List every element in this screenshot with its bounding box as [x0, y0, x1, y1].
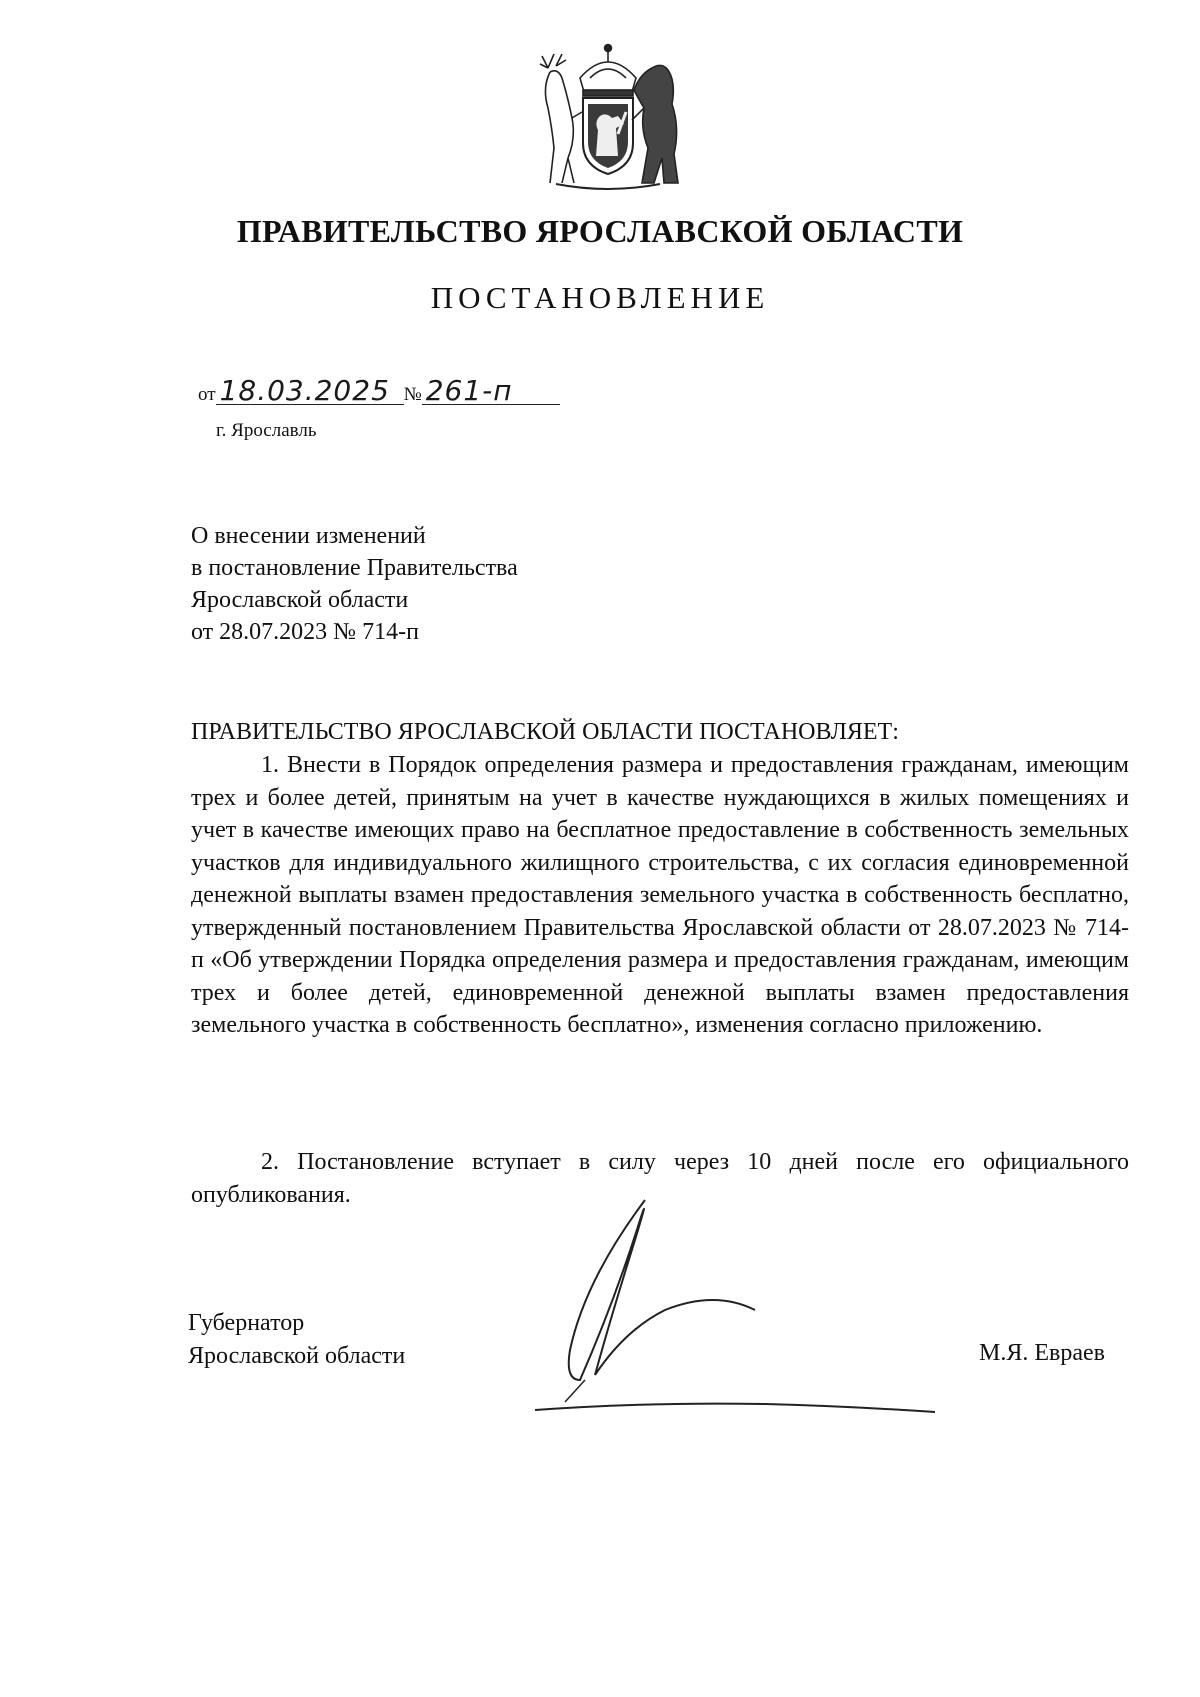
bear-supporter-icon — [632, 65, 678, 183]
date-value: 18.03.2025 — [216, 378, 404, 405]
date-prefix: от — [198, 384, 216, 405]
yaroslavl-coat-of-arms-icon — [528, 38, 688, 193]
city: г. Ярославль — [216, 420, 317, 441]
subject-line: в постановление Правительства — [191, 555, 518, 581]
document-type: ПОСТАНОВЛЕНИЕ — [430, 280, 770, 315]
paragraph-1: 1. Внести в Порядок определения размера и предоставления гражданам, имеющим трех и более детей, принятым на учет в качестве нуждающихся в жилых помещениях и учет в качестве имеющих право на бесплатное предоставление в собственность земельных участков для индивидуального жилищного строительства, с их согласия единовременной денежной выплаты взамен предоставления земельного участка в собственность бесплатно, утвержденный постановлением Правительства Ярославской области от 28.07.2023 № 714-п «Об утверждении Порядка определения размера и предоставления гражданам, имеющим трех и более детей, единовременной денежной выплаты взамен предоставления земельного участка в собственность бесплатно», изменения согласно приложению. — [191, 752, 1129, 1038]
subject-line: Ярославской области — [191, 587, 409, 613]
signatory-name: М.Я. Евраев — [979, 1340, 1105, 1366]
number-value: 261-п — [422, 378, 560, 405]
crown-icon — [580, 45, 636, 97]
subject-line: О внесении изменений — [191, 523, 426, 549]
position-line: Губернатор — [188, 1310, 305, 1336]
subject-line: от 28.07.2023 № 714-п — [191, 619, 419, 645]
handwritten-signature-icon — [525, 1180, 945, 1420]
signatory-position — [188, 1307, 405, 1373]
decree-heading: ПРАВИТЕЛЬСТВО ЯРОСЛАВСКОЙ ОБЛАСТИ ПОСТАНОВЛЯЕТ: — [191, 719, 899, 745]
position-line: Ярославской области — [188, 1343, 406, 1369]
registration-line — [198, 374, 560, 407]
government-title: ПРАВИТЕЛЬСТВО ЯРОСЛАВСКОЙ ОБЛАСТИ — [236, 213, 964, 249]
number-prefix: № — [403, 384, 422, 405]
subject-block — [191, 520, 518, 648]
paragraph-2: 2. Постановление вступает в силу через 10 дней после его официального опубликования. — [191, 1149, 1129, 1208]
deer-supporter-icon — [540, 54, 582, 183]
